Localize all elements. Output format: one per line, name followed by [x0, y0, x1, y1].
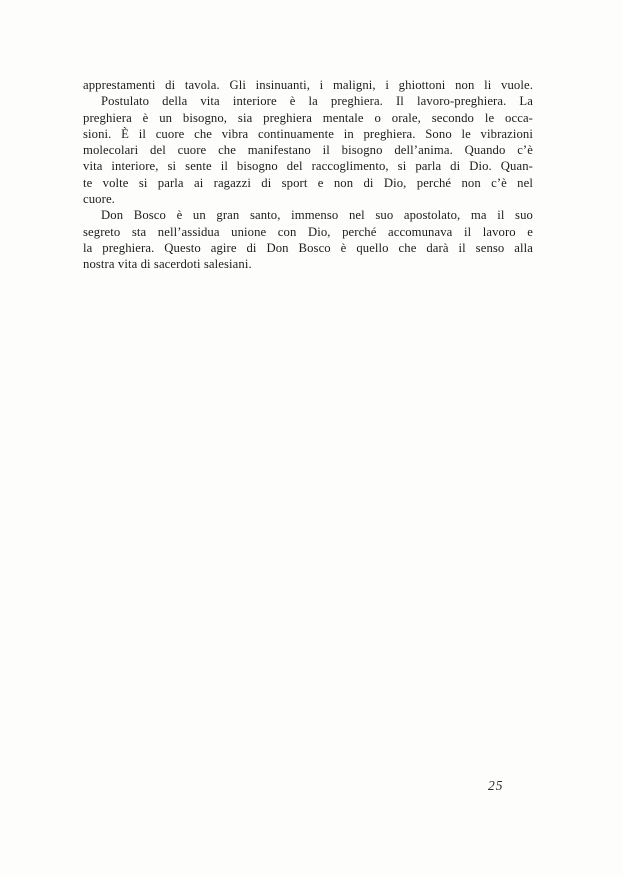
page-number: 25 — [488, 778, 504, 793]
text-line: sioni. È il cuore che vibra continuamente in preghiera. Sono le vibrazioni — [83, 126, 533, 141]
body-text — [83, 77, 533, 273]
text-line: nostra vita di sacerdoti salesiani. — [83, 257, 252, 272]
text-line: te volte si parla ai ragazzi di sport e non di Dio, perché non c’è nel — [83, 175, 533, 190]
text-line: la preghiera. Questo agire di Don Bosco è quello che darà il senso alla — [83, 240, 533, 255]
text-line: molecolari del cuore che manifestano il bisogno dell’anima. Quando c’è — [83, 143, 533, 158]
text-line: segreto sta nell’assidua unione con Dio, perché accomunava il lavoro e — [83, 224, 533, 239]
text-line: vita interiore, si sente il bisogno del raccoglimento, si parla di Dio. Quan- — [83, 159, 533, 174]
text-line: apprestamenti di tavola. Gli insinuanti, i maligni, i ghiottoni non li vuole. — [83, 78, 533, 92]
text-line: Postulato della vita interiore è la preghiera. Il lavoro-preghiera. La — [101, 94, 533, 109]
text-line: Don Bosco è un gran santo, immenso nel suo apostolato, ma il suo — [101, 208, 533, 223]
text-line: preghiera è un bisogno, sia preghiera mentale o orale, secondo le occa- — [83, 110, 533, 125]
text-line: cuore. — [83, 192, 115, 207]
